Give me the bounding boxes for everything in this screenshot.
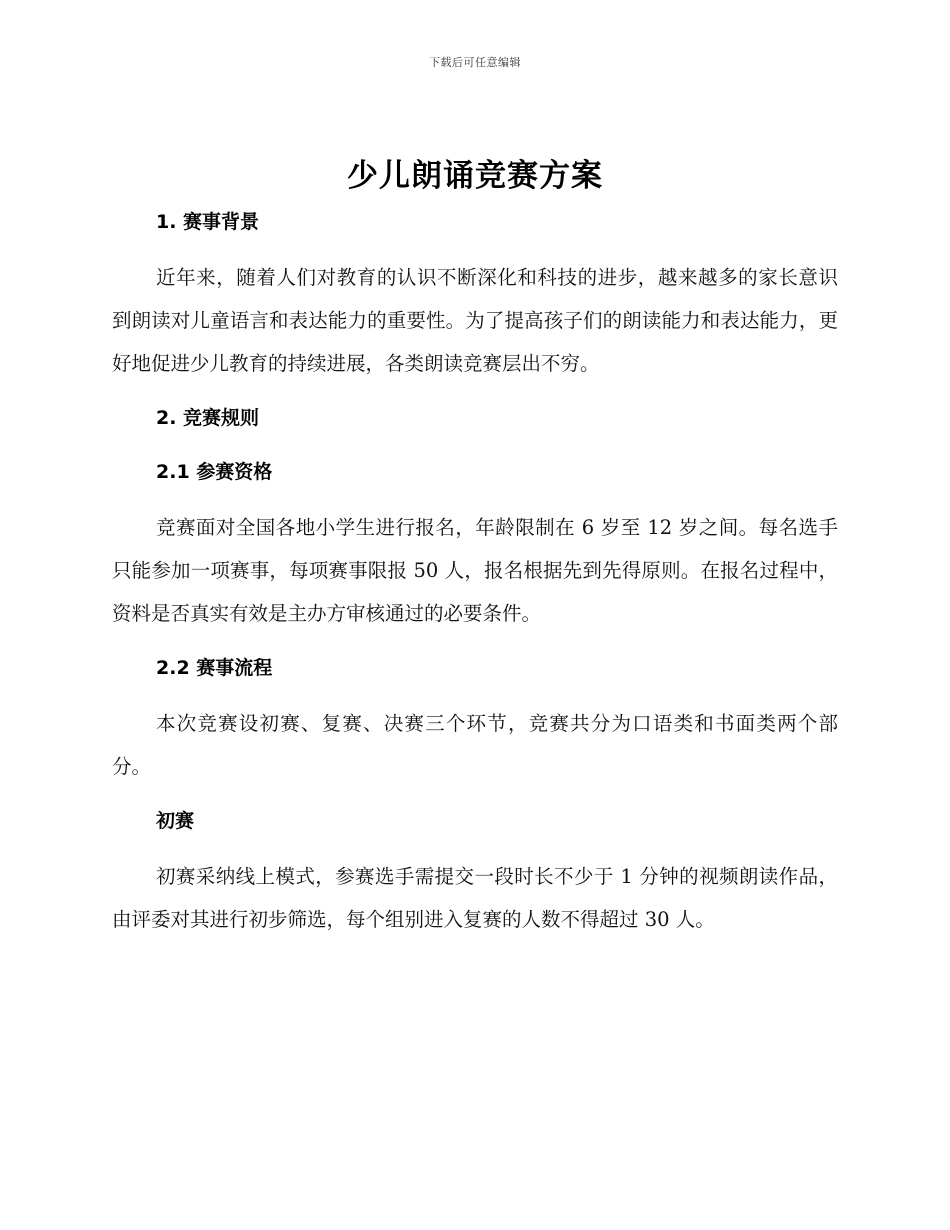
section-heading-process: 2.2 赛事流程 — [156, 657, 273, 679]
document-title: 少儿朗诵竞赛方案 — [347, 158, 603, 194]
section-paragraph-background: 近年来，随着人们对教育的认识不断深化和科技的进步，越来越多的家长意识到朗读对儿童语言和表达能力的重要性。为了提高孩子们的朗读能力和表达能力，更好地促进少儿教育的持续进展，各类朗读竞赛层出不穷。 — [112, 266, 838, 375]
section-heading-preliminary: 初赛 — [156, 810, 195, 832]
section-paragraph-preliminary: 初赛采纳线上模式，参赛选手需提交一段时长不少于 1 分钟的视频朗读作品，由评委对其进行初步筛选，每个组别进入复赛的人数不得超过 30 人。 — [112, 865, 838, 931]
header-note: 下载后可任意编辑 — [429, 56, 521, 69]
section-paragraph-process: 本次竞赛设初赛、复赛、决赛三个环节，竞赛共分为口语类和书面类两个部分。 — [112, 712, 838, 778]
section-heading-eligibility: 2.1 参赛资格 — [156, 461, 273, 483]
section-heading-background: 1. 赛事背景 — [156, 211, 260, 233]
document-body — [112, 204, 838, 941]
section-paragraph-eligibility: 竞赛面对全国各地小学生进行报名，年龄限制在 6 岁至 12 岁之间。每名选手只能参加一项赛事，每项赛事限报 50 人，报名根据先到先得原则。在报名过程中，资料是否真实有效是主办方审核通过的必要条件。 — [112, 516, 838, 625]
section-heading-rules: 2. 竞赛规则 — [156, 407, 260, 429]
